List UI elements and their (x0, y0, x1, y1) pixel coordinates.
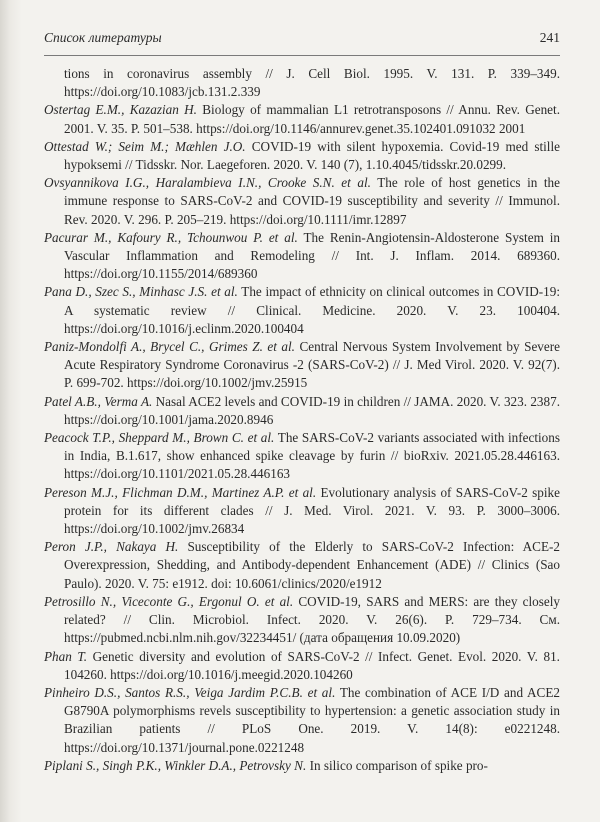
reference-entry (44, 593, 560, 648)
reference-body: COVID-19, SARS and MERS: are they closely related? // Clin. Microbiol. Infect. 2020. V. 26(6). P. 729–734. См. https://pubmed.ncbi.nlm.nih.gov/32234451/ (дата обращения 10.09.2020) (64, 593, 560, 646)
reference-entry (44, 684, 560, 757)
reference-entry (44, 757, 560, 775)
reference-body: The role of host genetics in the immune response to SARS-CoV-2 and COVID-19 susceptibility and severity // Immunol. Rev. 2020. V. 296. P. 205–219. https://doi.org/10.1111/imr.12897 (64, 175, 560, 227)
reference-authors: Ostertag E.M., Kazazian H. (44, 102, 197, 118)
page-spine-shadow (0, 0, 22, 822)
reference-body: Susceptibility of the Elderly to SARS-CoV-2 Infection: ACE-2 Overexpression, Shedding, and Antibody-dependent Enhancement (ADE) // Clinics (Sao Paulo). 2020. V. 75: e1912. doi: 10.6061/clinics/2020/e1912 (64, 539, 560, 591)
reference-entry (44, 429, 560, 484)
reference-authors: Pinheiro D.S., Santos R.S., Veiga Jardim P.C.B. et al. (44, 684, 336, 700)
reference-entry (44, 283, 560, 338)
reference-authors: Pacurar M., Kafoury R., Tchounwou P. et al. (44, 229, 298, 245)
reference-body: COVID-19 with silent hypoxemia. Covid-19 med stille hypoksemi // Tidsskr. Nor. Laegeforen. 2020. V. 140 (7), 1.10.4045/tidsskr.20.0299. (64, 138, 560, 173)
reference-body: Genetic diversity and evolution of SARS-CoV-2 // Infect. Genet. Evol. 2020. V. 81. 104260. https://doi.org/10.1016/j.meegid.2020.104260 (64, 648, 560, 682)
reference-authors: Petrosillo N., Viceconte G., Ergonul O. et al. (44, 593, 294, 609)
reference-list (44, 65, 560, 775)
reference-authors: Peron J.P., Nakaya H. (44, 539, 179, 555)
reference-body: Biology of mammalian L1 retrotransposons // Annu. Rev. Genet. 2001. V. 35. P. 501–538. https://doi.org/10.1146/annurev.genet.35.102401.091032 2001 (64, 102, 560, 136)
reference-body: In silico comparison of spike pro- (306, 757, 488, 773)
page-number: 241 (539, 30, 560, 45)
reference-entry (44, 138, 560, 174)
reference-authors: Pana D., Szec S., Minhasc J.S. et al. (44, 284, 238, 300)
reference-continuation: tions in coronavirus assembly // J. Cell Biol. 1995. V. 131. P. 339–349. https://doi.org/10.1083/jcb.131.2.339 (64, 66, 560, 100)
reference-authors: Peacock T.P., Sheppard M., Brown C. et al. (44, 430, 275, 446)
reference-entry (44, 229, 560, 284)
reference-body: Nasal ACE2 levels and COVID-19 in children // JAMA. 2020. V. 323. 2387. https://doi.org/10.1001/jama.2020.8946 (64, 393, 561, 427)
reference-entry (44, 538, 560, 593)
reference-body: The Renin-Angiotensin-Aldosterone System in Vascular Inflammation and Remodeling // Int. J. Inflam. 2014. 689360. https://doi.org/10.1155/2014/689360 (64, 229, 560, 282)
reference-authors: Ottestad W.; Seim M.; Mæhlen J.O. (44, 138, 246, 154)
reference-entry (44, 338, 560, 393)
reference-entry (44, 174, 560, 229)
reference-body: The impact of ethnicity on clinical outcomes in COVID-19: A systematic review // Clinical. Medicine. 2020. V. 23. 100404. https://doi.org/10.1016/j.eclinm.2020.100404 (64, 284, 561, 336)
reference-authors: Patel A.B., Verma A. (44, 393, 153, 409)
header-rule (44, 55, 560, 56)
reference-entry (44, 393, 560, 429)
reference-authors: Pereson M.J., Flichman D.M., Martinez A.P. et al. (44, 484, 317, 500)
reference-body: The SARS-CoV-2 variants associated with infections in India, B.1.617, show enhanced spike cleavage by furin // bioRxiv. 2021.05.28.446163. https://doi.org/10.1101/2021.05.28.446163 (64, 430, 560, 482)
reference-entry (44, 101, 560, 137)
reference-body: Evolutionary analysis of SARS-CoV-2 spike protein for its different clades // J. Med. Virol. 2021. V. 93. P. 3000–3006. https://doi.org/10.1002/jmv.26834 (64, 484, 560, 537)
reference-authors: Piplani S., Singh P.K., Winkler D.A., Petrovsky N. (44, 757, 307, 773)
running-header (44, 30, 560, 50)
reference-authors: Phan T. (44, 648, 88, 664)
running-title: Список литературы (44, 30, 162, 45)
reference-entry (44, 648, 560, 684)
reference-authors: Ovsyannikova I.G., Haralambieva I.N., Crooke S.N. et al. (44, 175, 371, 191)
reference-body: The combination of ACE I/D and ACE2 G8790A polymorphisms revels susceptibility to hypertension: a genetic association study in Brazilian patients // PLoS One. 2019. V. 14(8): e0221248. https://doi.org/10.1371/journal.pone.0221248 (64, 684, 560, 755)
reference-body: Central Nervous System Involvement by Severe Acute Respiratory Syndrome Coronavirus -2 (SARS-CoV-2) // J. Med Virol. 2020. V. 92(7). P. 699-702. https://doi.org/10.1002/jmv.25915 (64, 339, 560, 391)
reference-authors: Paniz-Mondolfi A., Brycel C., Grimes Z. et al. (44, 339, 295, 355)
reference-entry (44, 484, 560, 539)
